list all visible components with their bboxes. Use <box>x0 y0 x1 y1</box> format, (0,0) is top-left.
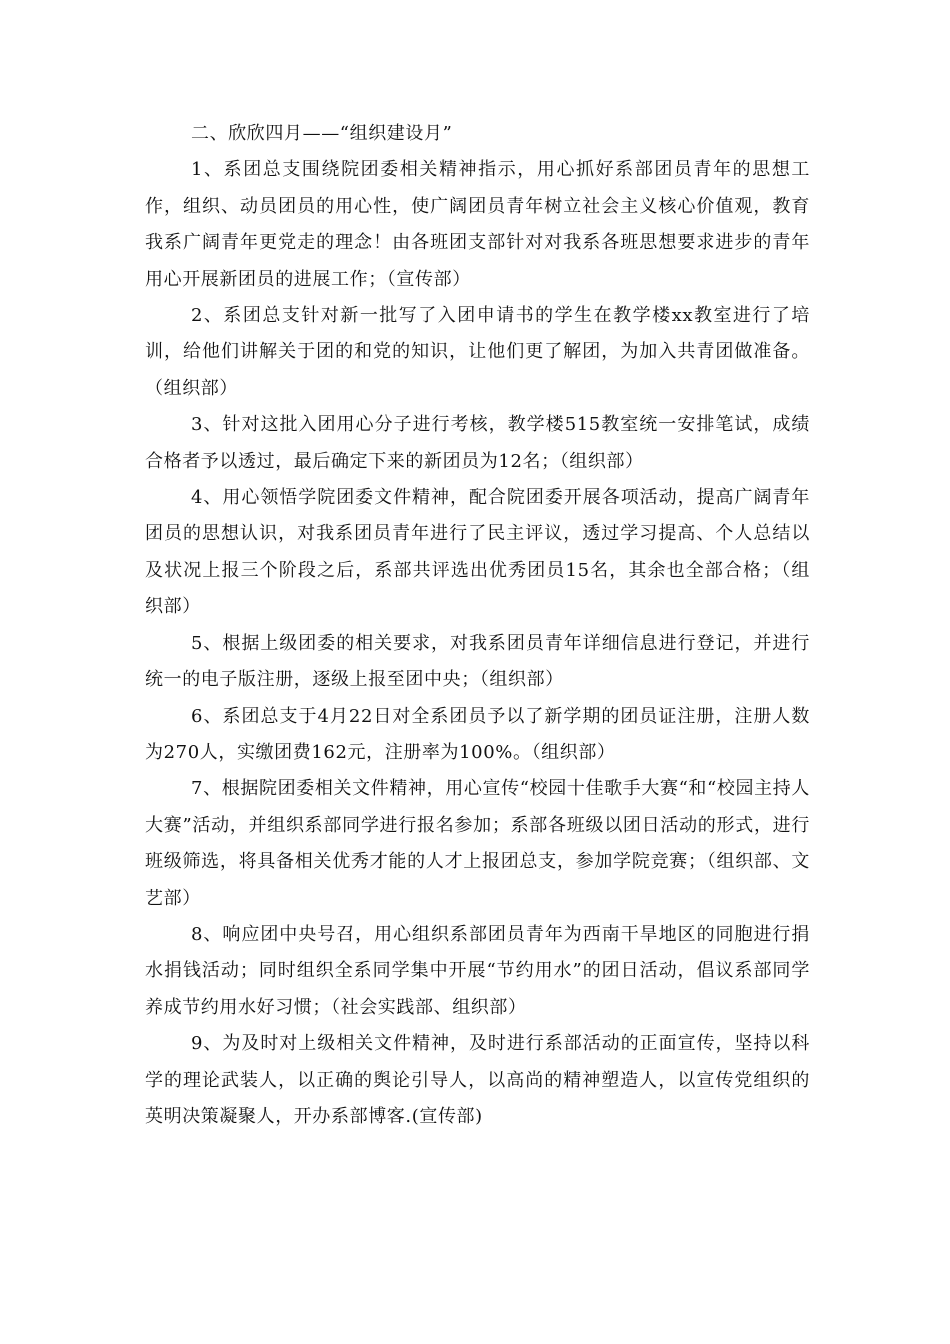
paragraph-9: 9、为及时对上级相关文件精神，及时进行系部活动的正面宣传，坚持以科学的理论武装人，以正确的舆论引导人，以高尚的精神塑造人，以宣传党组织的英明决策凝聚人，开办系部博客.(宣传部) <box>145 1033 810 1127</box>
paragraph-8: 8、响应团中央号召，用心组织系部团员青年为西南干旱地区的同胞进行捐水捐钱活动；同时组织全系同学集中开展“节约用水”的团日活动，倡议系部同学养成节约用水好习惯；（社会实践部、组织部） <box>145 923 810 1018</box>
paragraph-6: 6、系团总支于4月22日对全系团员予以了新学期的团员证注册，注册人数为270人，实缴团费162元，注册率为100%。（组织部） <box>145 705 810 763</box>
paragraph-3: 3、针对这批入团用心分子进行考核，教学楼515教室统一安排笔试，成绩合格者予以透过，最后确定下来的新团员为12名；（组织部） <box>145 414 810 472</box>
paragraph-5: 5、根据上级团委的相关要求，对我系团员青年详细信息进行登记，并进行统一的电子版注册，逐级上报至团中央；（组织部） <box>145 632 810 691</box>
paragraph-2: 2、系团总支针对新一批写了入团申请书的学生在教学楼xx教室进行了培训，给他们讲解关于团的和党的知识，让他们更了解团，为加入共青团做准备。（组织部） <box>145 305 810 399</box>
paragraph-4: 4、用心领悟学院团委文件精神，配合院团委开展各项活动，提高广阔青年团员的思想认识，对我系团员青年进行了民主评议，透过学习提高、个人总结以及状况上报三个阶段之后，系部共评选出优秀团员15名，其余也全部合格；（组织部） <box>145 487 810 618</box>
section-heading: 二、欣欣四月——“组织建设月” <box>191 123 453 144</box>
paragraph-7: 7、根据院团委相关文件精神，用心宣传“校园十佳歌手大赛“和“校园主持人大赛”活动，并组织系部同学进行报名参加；系部各班级以团日活动的形式，进行班级筛选，将具备相关优秀才能的人才上报团总支，参加学院竞赛；（组织部、文艺部） <box>145 778 810 909</box>
document-body <box>145 116 810 1135</box>
paragraph-1: 1、系团总支围绕院团委相关精神指示，用心抓好系部团员青年的思想工作，组织、动员团员的用心性，使广阔团员青年树立社会主义核心价值观，教育我系广阔青年更党走的理念！由各班团支部针对对我系各班思想要求进步的青年用心开展新团员的进展工作；（宣传部） <box>145 159 810 290</box>
